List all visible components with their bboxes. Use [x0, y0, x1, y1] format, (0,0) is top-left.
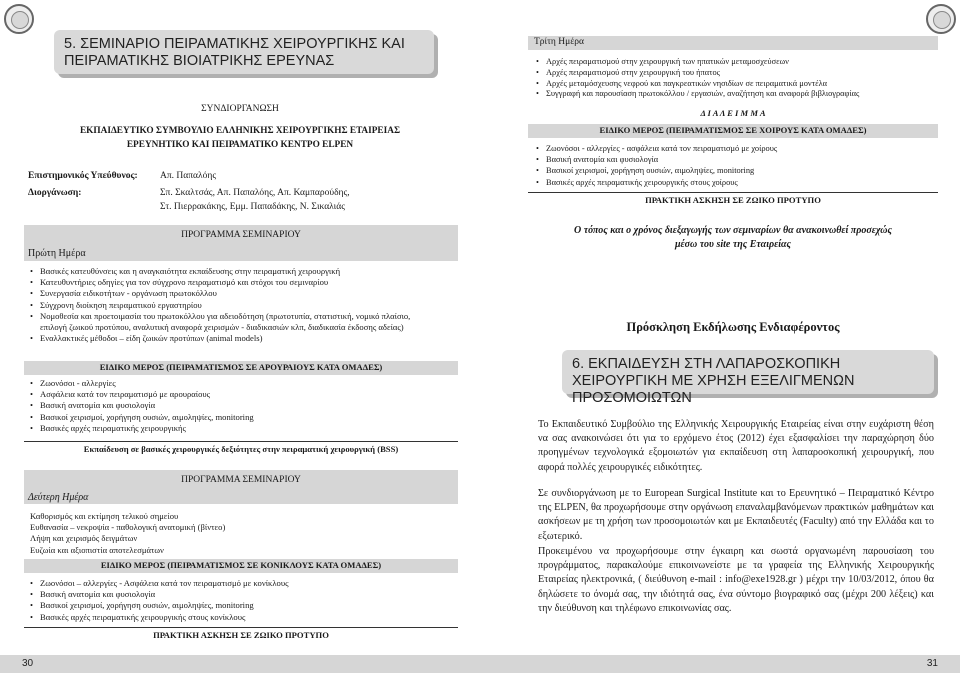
day-2-label: Δεύτερη Ημέρα	[28, 492, 89, 503]
footer-right	[480, 655, 960, 673]
co-org-line-1: ΕΚΠΑΙΔΕΥΤΙΚΟ ΣΥΜΒΟΥΛΙΟ ΕΛΛΗΝΙΚΗΣ ΧΕΙΡΟΥΡΓΙΚΗΣ ΕΤΑΙΡΕΙΑΣ	[79, 126, 401, 136]
list-item: • Σύγχρονη διοίκηση πειραματικού εργαστηρίου	[30, 300, 435, 311]
paragraph-3: Προκειμένου να προχωρήσουμε στην έγκαιρη και σωστά οργανωμένη παρουσίαση του προγράμματος, παρακαλούμε επικοινωνείστε με τα γραφεία της Ελληνικής Χειρουργικής Εταιρείας ηλεκτρονικά, ( διεύθυνση e-mail : info@exe1928.gr ) μέχρι την 10/03/2012, όπου θα δηλώσετε το όνομά σας, την ιδιότητά σας, ένα σύντομο βιογραφικό σας (μέχρι 200 λέξεις) και την διεύθυνση και τηλέφωνο επικοινωνίας σας.	[538, 546, 934, 614]
list-item: • Εναλλακτικές μέθοδοι – είδη ζωικών προτύπων (animal models)	[30, 333, 435, 344]
list-item: • Συνεργασία ειδικοτήτων - οργάνωση πρωτοκόλλου	[30, 288, 435, 299]
special-3-list	[536, 143, 936, 188]
day-3-bar	[528, 36, 938, 50]
organization-label: Διοργάνωση:	[28, 188, 82, 198]
list-item: • Νομοθεσία και προετοιμασία του πρωτοκόλλου για αδειοδότηση (πρωτοτυπία, στατιστική, νομικό πλαίσιο, επιλογή ζωικού προτύπου, αναλυτική αναφορά χειρισμών - διαδικασιών κλπ, διαδικασία έκδοσης αδείας)	[30, 311, 435, 333]
list-item: • Κατευθυντήριες οδηγίες για τον σύγχρονο πειραματισμό και στόχοι του σεμιναρίου	[30, 277, 435, 288]
list-item: • Βασικές κατευθύνσεις και η αναγκαιότητα εκπαίδευσης στην πειραματική χειρουργική	[30, 266, 435, 277]
program-heading-1: ΠΡΟΓΡΑΜΜΑ ΣΕΜΙΝΑΡΙΟΥ	[181, 230, 301, 240]
list-item: • Βασική ανατομία και φυσιολογία	[30, 400, 435, 411]
list-item: Καθορισμός και εκτίμηση τελικού σημείου	[30, 511, 179, 521]
paragraph-2: Σε συνδιοργάνωση με το European Surgical Institute και το Ερευνητικό – Πειραματικό Κέντρο της ELPEN, θα προχωρήσουμε στην οργάνωση επαναλαμβανόμενων πρακτικών μαθημάτων και ασκήσεων με τη χρήση των προσομοιωτών και με Εκπαιδευτές (Faculty) από την Ελλάδα και το εξωτερικό.	[538, 488, 934, 542]
section-title-5: 5. ΣΕΜΙΝΑΡΙΟ ΠΕΙΡΑΜΑΤΙΚΗΣ ΧΕΙΡΟΥΡΓΙΚΗΣ ΚΑΙ ΠΕΙΡΑΜΑΤΙΚΗΣ ΒΙΟΙΑΤΡΙΚΗΣ ΕΡΕΥΝΑΣ	[54, 30, 434, 74]
list-item: • Βασικοί χειρισμοί, χορήγηση ουσιών, αιμοληψίες, monitoring	[30, 600, 435, 611]
co-org-line-2: ΕΡΕΥΝΗΤΙΚΟ ΚΑΙ ΠΕΙΡΑΜΑΤΙΚΟ ΚΕΝΤΡΟ ELPEN	[126, 140, 354, 150]
paragraph-1: Το Εκπαιδευτικό Συμβούλιο της Ελληνικής Χειρουργικής Εταιρείας είναι στην ευχάριστη θέση να σας ανακοινώσει ότι για το ερχόμενο έτος (2012) έχει εξασφαλίσει την παραχώρηση δύο προηγμένων τεχνολογικά εξομοιωτών για εκπαίδευση στη λαπαροσκοπική χειρουργική, που αφορά πολλές χειρουργικές ειδικότητες.	[538, 419, 934, 473]
list-item: Ευζωία και αξιοπιστία αποτελεσμάτων	[30, 544, 164, 555]
special-1-heading: ΕΙΔΙΚΟ ΜΕΡΟΣ (ΠΕΙΡΑΜΑΤΙΣΜΟΣ ΣΕ ΑΡΟΥΡΑΙΟΥΣ ΚΑΤΑ ΟΜΑΔΕΣ)	[99, 362, 383, 372]
notice-line-2: μέσω του site της Εταιρείας	[674, 239, 792, 250]
divider	[24, 441, 458, 442]
co-org-heading: ΣΥΝΔΙΟΡΓΑΝΩΣΗ	[201, 104, 279, 114]
list-item: • Συγγραφή και παρουσίαση πρωτοκόλλου / εργασιών, αναζήτηση και αναφορά βιβλιογραφίας	[536, 89, 936, 100]
practice-heading-left: ΠΡΑΚΤΙΚΗ ΑΣΚΗΣΗ ΣΕ ΖΩΙΚΟ ΠΡΟΤΥΠΟ	[153, 630, 329, 640]
list-item: Λήψη και χειρισμός δειγμάτων	[30, 533, 138, 544]
day-3-list	[536, 57, 936, 100]
list-item: • Βασικές αρχές πειραματικής χειρουργικής στους χοίρους	[536, 177, 936, 188]
program-heading-2: ΠΡΟΓΡΑΜΜΑ ΣΕΜΙΝΑΡΙΟΥ	[181, 475, 301, 485]
list-item: • Βασικές αρχές πειραματικής χειρουργικής	[30, 423, 435, 434]
list-item: • Βασική ανατομία και φυσιολογία	[536, 154, 936, 165]
special-2-list	[30, 578, 435, 623]
break-label: Δ Ι Α Λ Ε Ι Μ Μ Α	[700, 108, 766, 118]
list-item: • Αρχές πειραματισμού στην χειρουργική του ήπατος	[536, 68, 936, 79]
list-item: • Βασικοί χειρισμοί, χορήγηση ουσιών, αιμοληψίες, monitoring	[30, 412, 435, 423]
list-item: • Ζωονόσοι - αλλεργίες	[30, 378, 435, 389]
notice-line-1: Ο τόπος και ο χρόνος διεξαγωγής των σεμιναρίων θα ανακοινωθεί προσεχώς	[574, 225, 892, 236]
list-item: • Αρχές πειραματισμού στην χειρουργική των ηπατικών μεταμοσχεύσεων	[536, 57, 936, 68]
page-number: 30	[22, 658, 34, 669]
special-1-list	[30, 378, 435, 434]
list-item: Ευθανασία – νεκροψία - παθολογική ανατομική (βίντεο)	[30, 522, 226, 533]
organization-value-2: Στ. Πιερρακάκης, Εμμ. Παπαδάκης, Ν. Σικαλιάς	[160, 202, 345, 212]
list-item: • Αρχές μεταμόσχευσης νεφρού και παγκρεατικών νησιδίων σε πειραματικά μοντέλα	[536, 79, 936, 90]
list-item: • Βασική ανατομία και φυσιολογία	[30, 589, 435, 600]
special-2-heading: ΕΙΔΙΚΟ ΜΕΡΟΣ (ΠΕΙΡΑΜΑΤΙΣΜΟΣ ΣΕ ΚΟΝΙΚΛΟΥΣ ΚΑΤΑ ΟΜΑΔΕΣ)	[100, 560, 382, 570]
society-logo-icon	[926, 4, 956, 34]
day-1-list	[30, 266, 435, 344]
scientific-lead-label: Επιστημονικός Υπεύθυνος:	[28, 171, 138, 181]
footer-left	[0, 655, 480, 673]
day-2-list	[30, 511, 435, 556]
special-3-heading: ΕΙΔΙΚΟ ΜΕΡΟΣ (ΠΕΙΡΑΜΑΤΙΣΜΟΣ ΣΕ ΧΟΙΡΟΥΣ ΚΑΤΑ ΟΜΑΔΕΣ)	[599, 125, 867, 135]
list-item: • Ζωονόσοι - αλλεργίες - ασφάλεια κατά τον πειραματισμό με χοίρους	[536, 143, 936, 154]
society-logo-icon	[4, 4, 34, 34]
list-item: • Βασικές αρχές πειραματικής χειρουργικής στους κονίκλους	[30, 612, 435, 623]
day-3-label: Τρίτη Ημέρα	[534, 37, 584, 47]
day-1-label: Πρώτη Ημέρα	[28, 248, 86, 259]
section-title-6: 6. ΕΚΠΑΙΔΕΥΣΗ ΣΤΗ ΛΑΠΑΡΟΣΚΟΠΙΚΗ ΧΕΙΡΟΥΡΓΙΚΗ ΜΕ ΧΡΗΣΗ ΕΞΕΛΙΓΜΕΝΩΝ ΠΡΟΣΟΜΟΙΩΤΩΝ	[562, 350, 934, 394]
list-item: • Ζωονόσοι – αλλεργίες - Ασφάλεια κατά τον πειραματισμό με κονίκλους	[30, 578, 435, 589]
list-item: • Βασικοί χειρισμοί, χορήγηση ουσιών, αιμοληψίες, monitoring	[536, 165, 936, 176]
invitation-heading: Πρόσκληση Εκδήλωσης Ενδιαφέροντος	[626, 320, 840, 334]
scientific-lead-value: Απ. Παπαλόης	[160, 171, 217, 181]
practice-heading-right: ΠΡΑΚΤΙΚΗ ΑΣΚΗΣΗ ΣΕ ΖΩΙΚΟ ΠΡΟΤΥΠΟ	[645, 195, 821, 205]
divider	[24, 627, 458, 628]
divider	[528, 192, 938, 193]
right-page	[480, 0, 960, 678]
page-number: 31	[926, 658, 938, 669]
bss-heading: Εκπαίδευση σε βασικές χειρουργικές δεξιότητες στην πειραματική χειρουργική (BSS)	[83, 444, 399, 454]
list-item: • Ασφάλεια κατά τον πειραματισμό με αρουραίους	[30, 389, 435, 400]
organization-value-1: Σπ. Σκαλτσάς, Απ. Παπαλόης, Απ. Καμπαρούδης,	[160, 188, 350, 198]
